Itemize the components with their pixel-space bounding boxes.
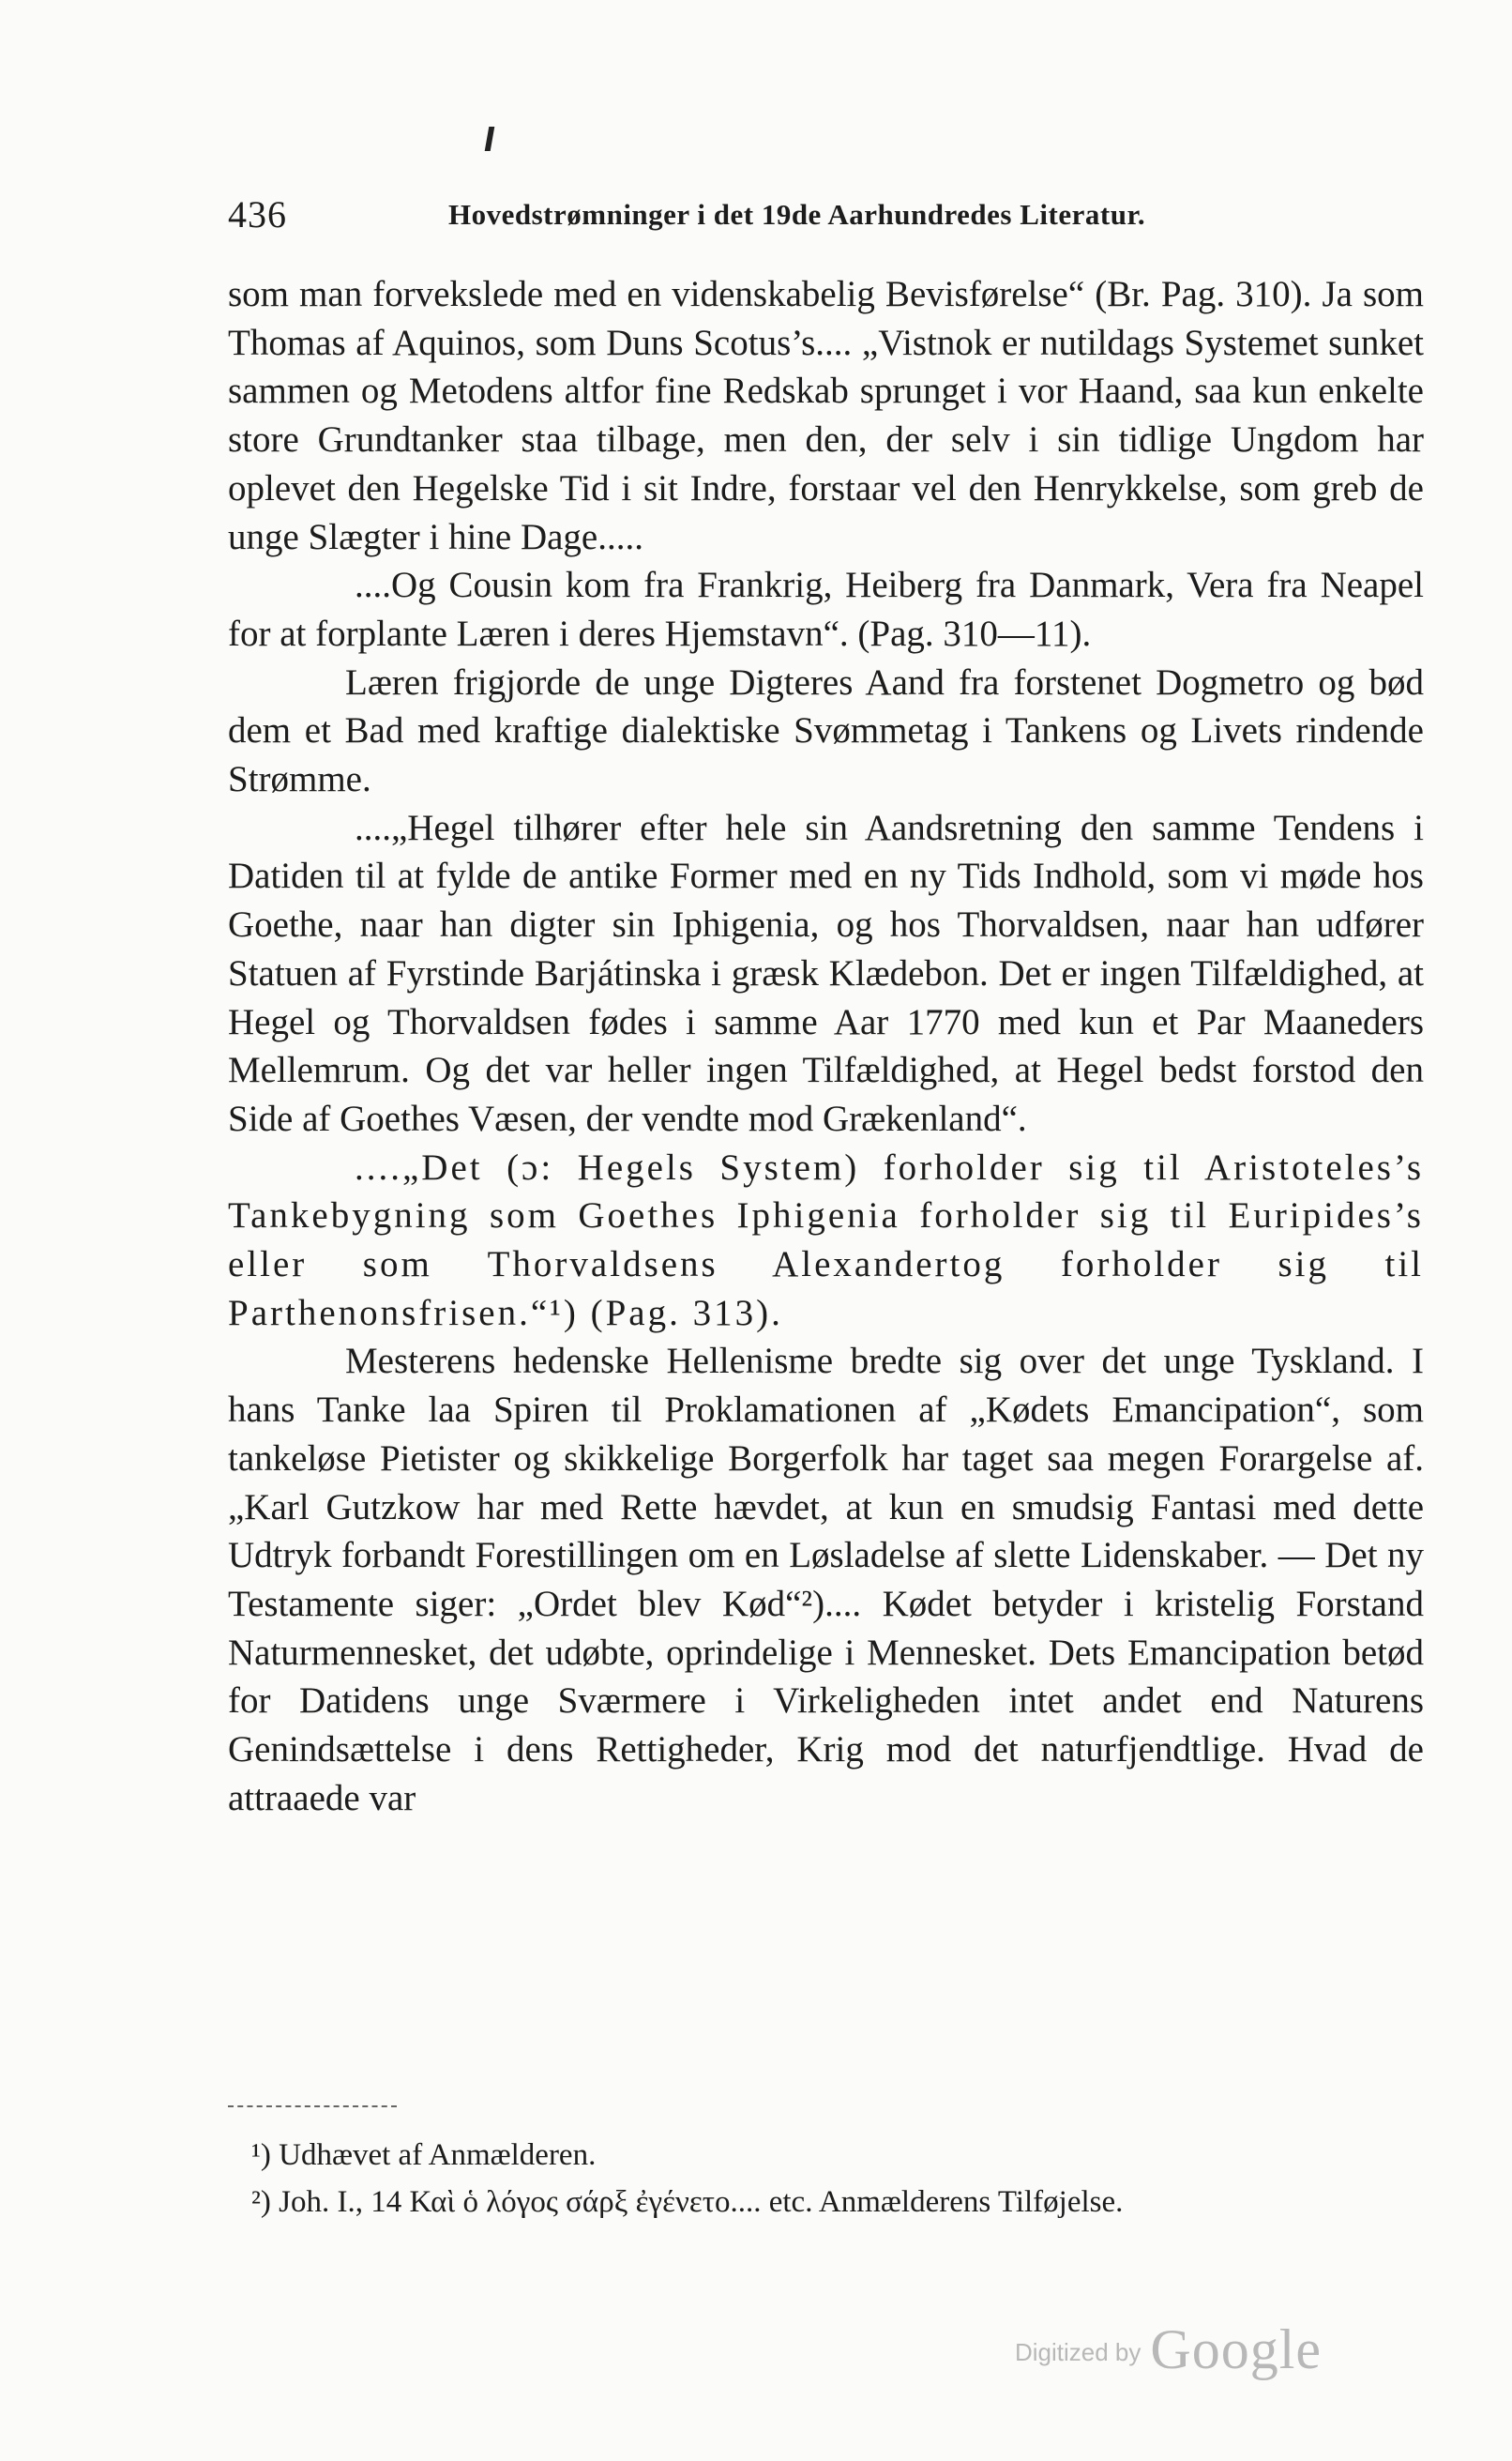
paragraph-3: Læren frigjorde de unge Digteres Aand fra forstenet Dogmetro og bød dem et Bad med kraftige dialektiske Svømmetag i Tankens og Livets rindende Strømme. bbox=[228, 661, 1424, 800]
footnote-text: Udhævet af Anmælderen. bbox=[279, 2138, 597, 2172]
footnote-2 bbox=[251, 2179, 1424, 2226]
stray-ink-mark bbox=[485, 127, 495, 151]
paragraph-5: ....„Det (ɔ: Hegels System) forholder sig til Aristoteles’s Tankebygning som Goethes Iphigenia forholder sig til Euripides’s eller som Thorvaldsens Alexandertog forholder sig til Parthenonsfrisen.“¹) (Pag. 313). bbox=[228, 1147, 1424, 1333]
footnote-1 bbox=[251, 2132, 1424, 2179]
footnote-marker: ¹) bbox=[251, 2138, 271, 2172]
watermark-prefix: Digitized by bbox=[1015, 2338, 1142, 2366]
paragraph-1: som man forvekslede med en videnskabelig Bevisførelse“ (Br. Pag. 310). Ja som Thomas af Aquinos, som Duns Scotus’s.... „Vistnok er nutildags Systemet sunket sammen og Metodens altfor fine Redskab sprunget i vor Haand, saa kun enkelte store Grundtanker staa tilbage, men den, der selv i sin tidlige Ungdom har oplevet den Hegelske Tid i sit Indre, forstaar vel den Henrykkelse, som greb de unge Slægter i hine Dage..... bbox=[228, 274, 1424, 557]
running-head: Hovedstrømninger i det 19de Aarhundredes Literatur. bbox=[448, 198, 1146, 231]
page-header bbox=[228, 192, 1424, 249]
footnotes bbox=[251, 2132, 1424, 2226]
page-number: 436 bbox=[228, 193, 287, 235]
paragraph-2: ....Og Cousin kom fra Frankrig, Heiberg fra Danmark, Vera fra Neapel for at forplante Læren i deres Hjemstavn“. (Pag. 310—11). bbox=[228, 565, 1424, 654]
footnote-rule bbox=[228, 2105, 397, 2107]
footnote-text: Joh. I., 14 Καὶ ὁ λόγος σάρξ ἐγένετο.... etc. Anmælderens Tilføjelse. bbox=[279, 2185, 1124, 2219]
body-text bbox=[228, 270, 1424, 1823]
footnote-marker: ²) bbox=[251, 2185, 271, 2219]
paragraph-6: Mesterens hedenske Hellenisme bredte sig over det unge Tyskland. I hans Tanke laa Spiren til Proklamationen af „Kødets Emancipation“, som tankeløse Pietister og skikkelige Borgerfolk har taget saa megen Forargelse af. „Karl Gutzkow har med Rette hævdet, at kun en smudsig Fantasi med dette Udtryk forbandt Forestillingen om en Løsladelse af slette Lidenskaber. — Det ny Testamente siger: „Ordet blev Kød“²).... Kødet betyder i kristelig Forstand Naturmennesket, det udøbte, oprindelige i Mennesket. Dets Emancipation betød for Datidens unge Sværmere i Virkeligheden intet andet end Naturens Genindsættelse i dens Rettigheder, Krig mod det naturfjendtlige. Hvad de attraaede var bbox=[228, 1341, 1424, 1818]
paragraph-4: ....„Hegel tilhører efter hele sin Aandsretning den samme Tendens i Datiden til at fylde de antike Former med en ny Tids Indhold, som vi møde hos Goethe, naar han digter sin Iphigenia, og hos Thorvaldsen, naar han udfører Statuen af Fyrstinde Barjátinska i græsk Klædebon. Det er ingen Tilfældighed, at Hegel og Thorvaldsen fødes i samme Aar 1770 med kun et Par Maaneders Mellemrum. Og det var heller ingen Tilfældighed, at Hegel bedst forstod den Side af Goethes Væsen, der vendte mod Grækenland“. bbox=[228, 807, 1424, 1139]
digitized-watermark bbox=[1015, 2317, 1322, 2382]
google-logo: Google bbox=[1150, 2318, 1323, 2380]
